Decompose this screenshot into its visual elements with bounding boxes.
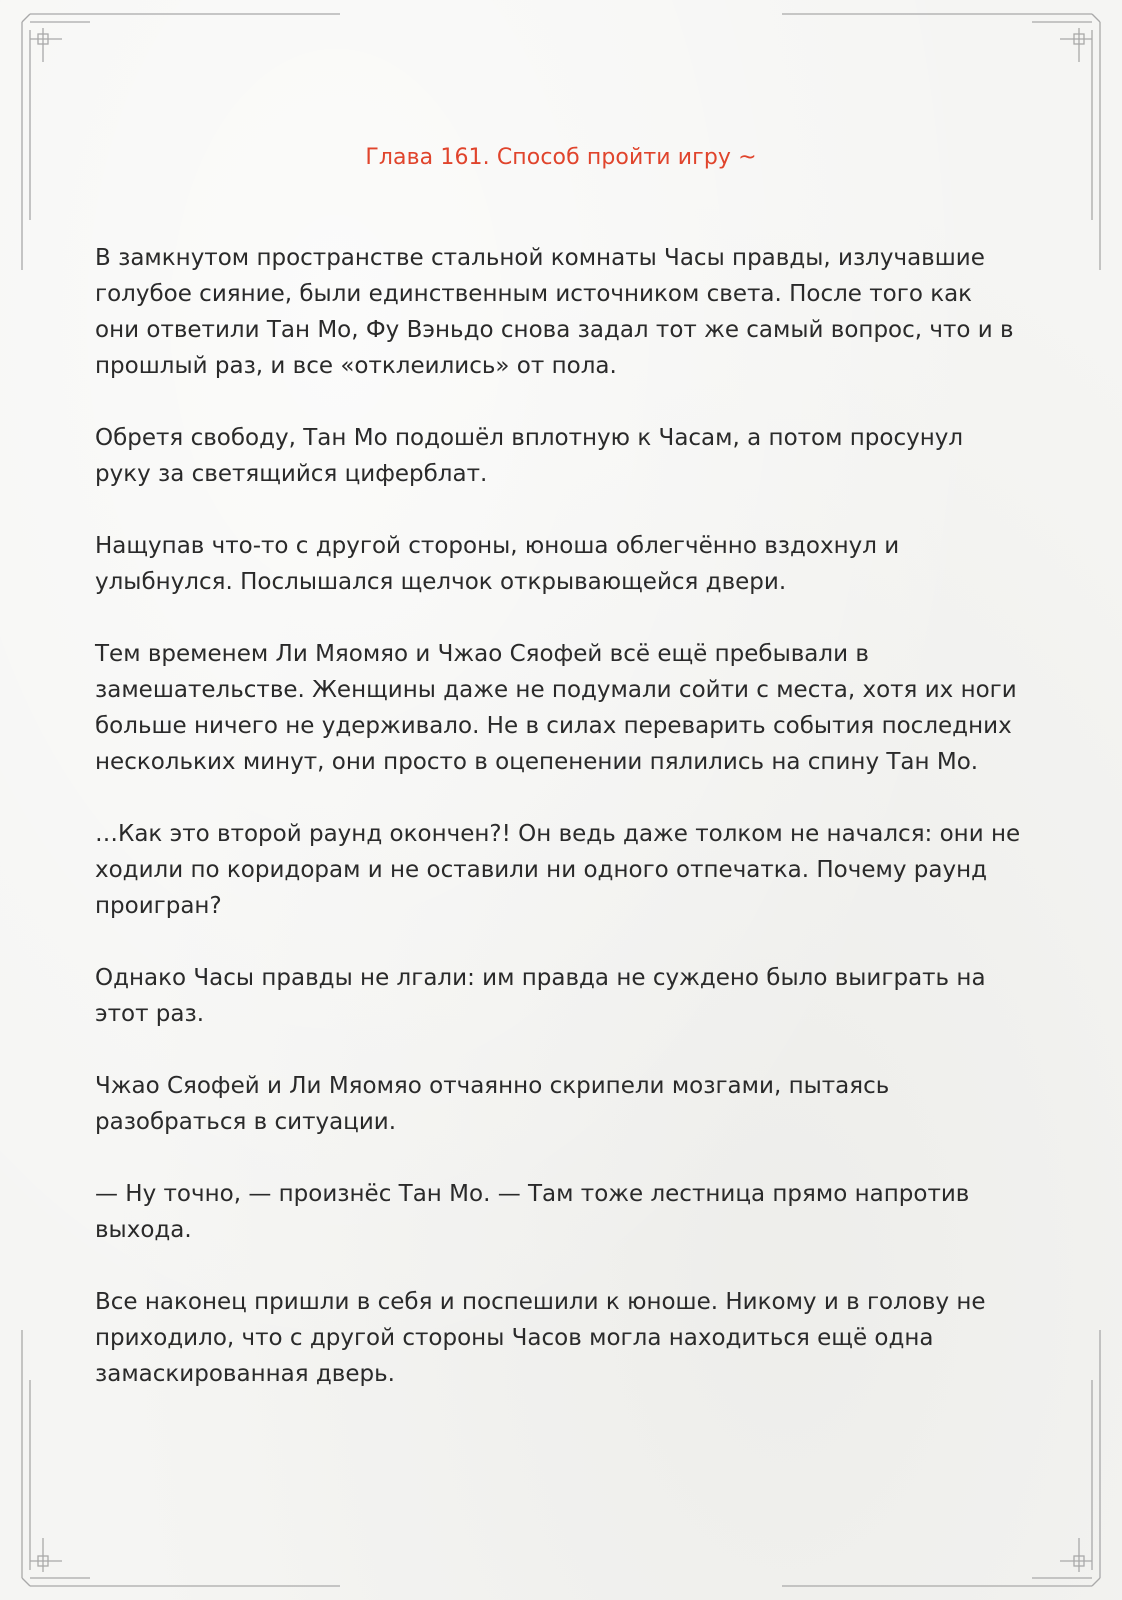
corner-ornament-top-right — [782, 14, 1100, 270]
paragraph: Обретя свободу, Тан Мо подошёл вплотную к Часам, а потом просунул руку за светящийся циферблат. — [95, 425, 964, 487]
paragraph: Однако Часы правды не лгали: им правда не суждено было выиграть на этот раз. — [95, 965, 986, 1027]
paragraph: В замкнутом пространстве стальной комнаты Часы правды, излучавшие голубое сияние, были единственным источником света. После того как они ответили Тан Мо, Фу Вэньдо снова задал тот же самый вопрос, что и в прошлый раз, и все «отклеились» от пола. — [95, 245, 1014, 379]
paragraph: Тем временем Ли Мяомяо и Чжао Сяофей всё ещё пребывали в замешательстве. Женщины даже не подумали сойти с места, хотя их ноги больше ничего не удерживало. Не в силах переварить события последних нескольких минут, они просто в оцепенении пялились на спину Тан Мо. — [95, 641, 1017, 775]
paragraph: Нащупав что-то с другой стороны, юноша облегчённо вздохнул и улыбнулся. Послышался щелчок открывающейся двери. — [95, 533, 900, 595]
paragraph: Чжао Сяофей и Ли Мяомяо отчаянно скрипели мозгами, пытаясь разобраться в ситуации. — [95, 1073, 890, 1135]
chapter-body — [95, 240, 1035, 1428]
corner-ornament-top-left — [22, 14, 340, 270]
chapter-title: Глава 161. Способ пройти игру ~ — [365, 145, 757, 170]
paragraph: Все наконец пришли в себя и поспешили к юноше. Никому и в голову не приходило, что с другой стороны Часов могла находиться ещё одна замаскированная дверь. — [95, 1289, 986, 1387]
paragraph: …Как это второй раунд окончен?! Он ведь даже толком не начался: они не ходили по коридорам и не оставили ни одного отпечатка. Почему раунд проигран? — [95, 821, 1021, 919]
paragraph: — Ну точно, — произнёс Тан Мо. — Там тоже лестница прямо напротив выхода. — [95, 1181, 970, 1243]
